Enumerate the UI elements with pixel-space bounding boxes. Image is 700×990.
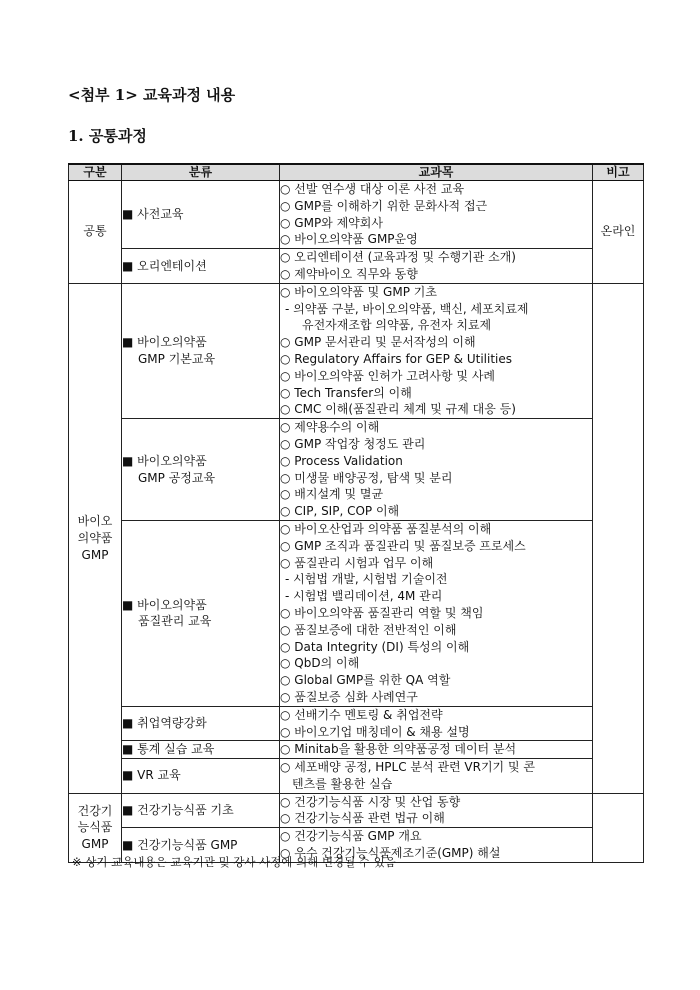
subject-subitem: 텐츠를 활용한 실습 — [292, 776, 393, 791]
subject-item: ○ 우수 건강기능식품제조기준(GMP) 해설 — [280, 846, 501, 861]
category-cell: ■ 취업역량강화 — [122, 706, 280, 741]
note-online: 온라인 — [600, 224, 636, 239]
subject-item: ○ 미생물 배양공정, 탐색 및 분리 — [280, 470, 453, 485]
category-cell: ■ VR 교육 — [122, 759, 280, 794]
category-cell: ■ 바이오의약품 품질관리 교육 — [122, 520, 280, 706]
subject-item: ○ GMP 문서관리 및 문서작성의 이해 — [280, 335, 476, 350]
subject-cell — [280, 706, 593, 741]
group-health-gmp: 건강기 능식품 GMP — [69, 793, 122, 862]
subject-subitem: - 시험법 개발, 시험법 기술이전 — [285, 572, 448, 587]
subject-item: ○ 바이오의약품 품질관리 역할 및 책임 — [280, 605, 484, 620]
subject-item: ○ GMP를 이해하기 위한 문화사적 접근 — [280, 198, 488, 213]
subject-item: ○ 제약용수의 이해 — [280, 420, 380, 435]
table-row — [69, 793, 644, 828]
group-common: 공통 — [69, 181, 122, 284]
category-cell: ■ 바이오의약품 GMP 공정교육 — [122, 419, 280, 521]
category-cell: ■ 오리엔테이션 — [122, 249, 280, 284]
subject-subitem: - 시험법 밸리데이션, 4M 관리 — [285, 589, 443, 604]
subject-item: ○ 바이오기업 매칭데이 & 채용 설명 — [280, 724, 470, 739]
subject-item: ○ Global GMP를 위한 QA 역할 — [280, 673, 451, 688]
subject-item: ○ 건강기능식품 GMP 개요 — [280, 829, 422, 844]
subject-item: ○ 품질관리 시험과 업무 이해 — [280, 555, 434, 570]
subject-item: ○ 선발 연수생 대상 이론 사전 교육 — [280, 182, 465, 196]
curriculum-table — [68, 163, 644, 863]
subject-cell — [280, 283, 593, 418]
table-row — [69, 283, 644, 418]
subject-cell — [280, 419, 593, 521]
subject-cell — [280, 759, 593, 794]
subject-item: ○ QbD의 이해 — [280, 656, 360, 671]
subject-item: ○ 품질보증에 대한 전반적인 이해 — [280, 622, 457, 637]
subject-item: ○ CMC 이해(품질관리 체계 및 규제 대응 등) — [280, 402, 516, 417]
subject-item: ○ GMP 조직과 품질관리 및 품질보증 프로세스 — [280, 538, 526, 553]
subject-item: ○ CIP, SIP, COP 이해 — [280, 504, 400, 519]
note-cell-empty — [593, 793, 644, 862]
category-cell: ■ 건강기능식품 GMP — [122, 828, 280, 863]
subject-item: ○ 배지설계 및 멸균 — [280, 487, 384, 502]
header-gubun: 구분 — [69, 164, 122, 181]
header-bunryu: 분류 — [122, 164, 280, 181]
subject-cell — [280, 741, 593, 759]
subject-item: ○ 바이오의약품 GMP운영 — [280, 232, 418, 247]
subject-item: ○ 선배기수 멘토링 & 취업전략 — [280, 707, 443, 722]
subject-item: ○ 바이오의약품 인허가 고려사항 및 사례 — [280, 368, 496, 383]
header-gwamok: 교과목 — [280, 164, 593, 181]
category-cell: ■ 통계 실습 교육 — [122, 741, 280, 759]
category-cell: ■ 바이오의약품 GMP 기본교육 — [122, 283, 280, 418]
subject-cell — [280, 793, 593, 828]
header-bigo: 비고 — [593, 164, 644, 181]
group-bio-gmp: 바이오 의약품 GMP — [69, 283, 122, 793]
subject-item: ○ Regulatory Affairs for GEP & Utilities — [280, 351, 513, 366]
subject-item: ○ Process Validation — [280, 453, 403, 468]
category-cell: ■ 사전교육 — [122, 181, 280, 249]
subject-item: ○ 세포배양 공정, HPLC 분석 관련 VR기기 및 콘 — [280, 760, 535, 775]
table-row — [69, 181, 644, 249]
category-cell: ■ 건강기능식품 기초 — [122, 793, 280, 828]
attachment-title: <첨부 1> 교육과정 내용 — [68, 86, 236, 104]
subject-item: ○ Tech Transfer의 이해 — [280, 385, 412, 400]
table-row — [69, 249, 644, 284]
subject-item: ○ 바이오의약품 및 GMP 기초 — [280, 284, 437, 299]
table-header-row — [69, 164, 644, 181]
table-row — [69, 520, 644, 706]
table-row — [69, 759, 644, 794]
subject-item: ○ 제약바이오 직무와 동향 — [280, 266, 418, 281]
subject-subitem: 유전자재조합 의약품, 유전자 치료제 — [302, 318, 492, 333]
table-row — [69, 706, 644, 741]
subject-item: ○ 건강기능식품 시장 및 산업 동향 — [280, 794, 461, 809]
subject-item: ○ 품질보증 심화 사례연구 — [280, 689, 418, 704]
table-row — [69, 419, 644, 521]
subject-subitem: - 의약품 구분, 바이오의약품, 백신, 세포치료제 — [285, 301, 529, 316]
note-cell-empty — [593, 283, 644, 793]
subject-item: ○ GMP와 제약회사 — [280, 215, 383, 230]
subject-cell — [280, 249, 593, 284]
subject-item: ○ Data Integrity (DI) 특성의 이해 — [280, 639, 470, 654]
subject-item: ○ 오리엔테이션 (교육과정 및 수행기관 소개) — [280, 250, 516, 265]
table-row — [69, 741, 644, 759]
subject-cell — [280, 520, 593, 706]
subject-item: ○ Minitab을 활용한 의약품공정 데이터 분석 — [280, 742, 517, 757]
subject-item: ○ GMP 작업장 청정도 관리 — [280, 436, 426, 451]
section-title: 1. 공통과정 — [68, 127, 147, 145]
note-cell — [593, 181, 644, 284]
subject-cell — [280, 181, 593, 249]
subject-item: ○ 건강기능식품 관련 법규 이해 — [280, 811, 445, 826]
subject-item: ○ 바이오산업과 의약품 품질분석의 이해 — [280, 521, 492, 536]
footnote: ※ 상기 교육내용은 교육기관 및 강사 사정에 의해 변경될 수 있음 — [72, 855, 396, 869]
